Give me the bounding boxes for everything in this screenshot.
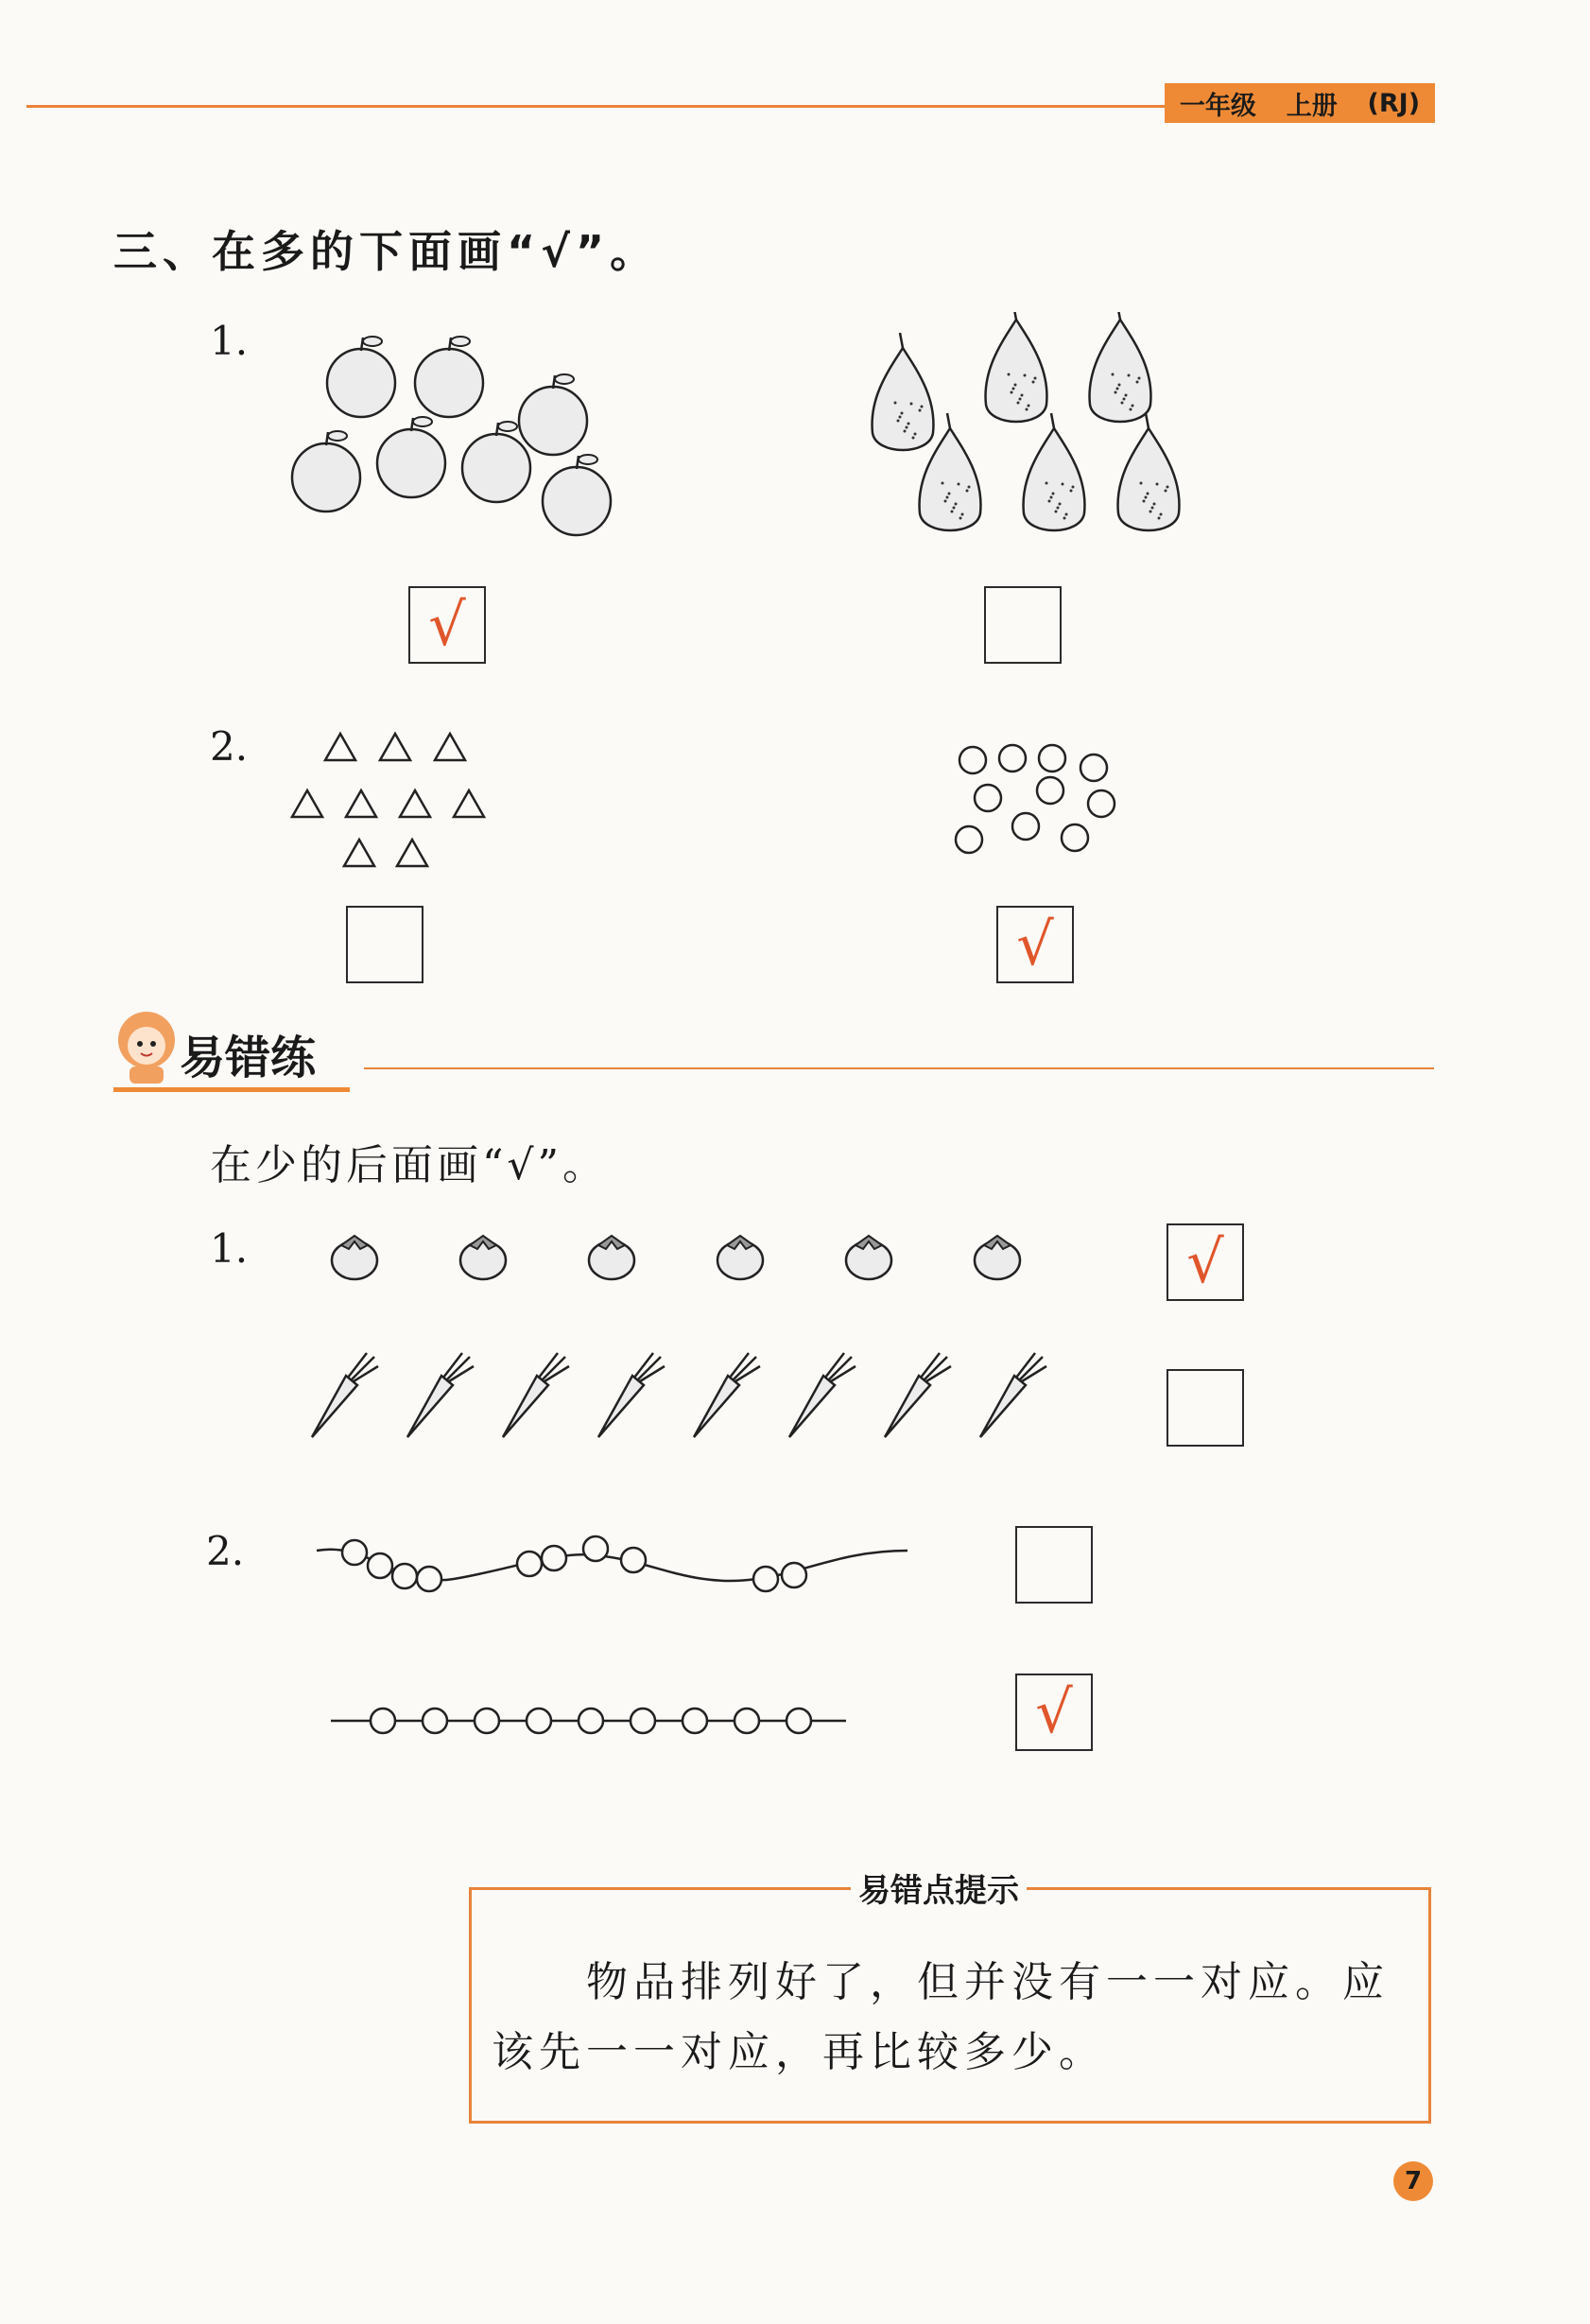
bead [782, 1563, 806, 1587]
bead [371, 1708, 395, 1733]
wavy-beads-string [312, 1522, 917, 1598]
mistake-q1-label: 1. [210, 1225, 249, 1272]
pears-group [860, 312, 1191, 558]
mistake-q2-bottom-box[interactable] [1015, 1674, 1093, 1751]
circle-shape [1080, 754, 1107, 781]
carrot-icon [694, 1353, 760, 1437]
tomatoes-row [321, 1224, 1040, 1291]
triangle-shape [325, 734, 355, 760]
page-number: 7 [1393, 2161, 1433, 2201]
pear-icon [1118, 413, 1180, 530]
section-instruction: 在少的后面画“√”。 [210, 1141, 609, 1189]
triangle-shape [346, 790, 376, 817]
bead [527, 1708, 551, 1733]
bead [475, 1708, 499, 1733]
checkmark-icon: √ [1186, 1227, 1224, 1296]
edition-label: (RJ) [1367, 88, 1421, 118]
triangle-shape [292, 790, 322, 817]
part3-q1-left-box[interactable] [408, 586, 486, 664]
bead [735, 1708, 759, 1733]
pear-icon [1090, 312, 1151, 422]
apple-icon [543, 455, 611, 535]
part3-q1-label: 1. [210, 318, 249, 364]
carrot-icon [980, 1353, 1046, 1437]
straight-beads-string [326, 1697, 855, 1744]
bead [423, 1708, 447, 1733]
triangle-shape [380, 734, 410, 760]
part3-q2-left-box[interactable] [346, 906, 423, 983]
bead [583, 1536, 608, 1561]
apple-icon [462, 422, 530, 502]
apple-icon [292, 431, 360, 512]
apple-icon [377, 417, 445, 497]
mistake-q1-top-box[interactable] [1167, 1223, 1244, 1301]
volume-label: 上册 [1286, 91, 1338, 121]
carrot-icon [598, 1353, 665, 1437]
tip-label: 易错点提示 [851, 1864, 1027, 1911]
tomato-icon [975, 1236, 1020, 1279]
bead [579, 1708, 603, 1733]
section-rule [364, 1067, 1434, 1069]
circle-shape [1088, 790, 1115, 817]
apples-group [274, 336, 633, 553]
circle-shape [975, 785, 1001, 811]
triangle-shape [435, 734, 465, 760]
carrot-icon [503, 1353, 569, 1437]
apple-icon [327, 337, 395, 417]
bead [368, 1553, 392, 1578]
carrot-icon [885, 1353, 951, 1437]
bead [683, 1708, 707, 1733]
pear-icon [873, 333, 934, 450]
checkmark-icon: √ [428, 590, 466, 659]
girl-mascot-icon [109, 1004, 184, 1089]
circle-shape [1062, 824, 1088, 851]
circle-shape [999, 745, 1026, 772]
carrot-icon [312, 1353, 378, 1437]
tomato-icon [717, 1236, 763, 1279]
triangle-shape [400, 790, 430, 817]
tomato-icon [460, 1236, 506, 1279]
triangle-shape [397, 840, 427, 866]
grade-label: 一年级 [1179, 91, 1256, 121]
checkmark-icon: √ [1016, 910, 1054, 979]
carrot-icon [789, 1353, 855, 1437]
pear-icon [986, 312, 1047, 422]
grade-banner [1165, 83, 1435, 123]
bead [417, 1567, 441, 1591]
circles-group [950, 739, 1139, 862]
part3-title: 三、在多的下面画“√”。 [113, 226, 660, 277]
bead [753, 1567, 778, 1591]
checkmark-icon: √ [1035, 1677, 1073, 1746]
part3-q1-right-box[interactable] [984, 586, 1062, 664]
bead [517, 1552, 542, 1576]
bead [392, 1564, 417, 1588]
triangles-group [284, 728, 501, 870]
circle-shape [959, 747, 986, 773]
bead [342, 1540, 367, 1565]
section-heading: 易错练 [180, 1032, 317, 1084]
part3-q2-label: 2. [210, 723, 249, 770]
triangle-shape [454, 790, 484, 817]
circle-shape [956, 826, 982, 853]
bead [786, 1708, 811, 1733]
tomato-icon [332, 1236, 377, 1279]
bead [621, 1548, 646, 1572]
mistake-q2-top-box[interactable] [1015, 1526, 1093, 1604]
circle-shape [1039, 745, 1065, 772]
circle-shape [1012, 813, 1039, 840]
triangle-shape [344, 840, 374, 866]
tip-text: 物品排列好了，但并没有一一对应。应该先一一对应，再比较多少。 [492, 1958, 1390, 2076]
header-rule [26, 105, 1170, 108]
mistake-q2-label: 2. [206, 1528, 245, 1574]
carrots-row [302, 1343, 1068, 1447]
carrot-icon [407, 1353, 474, 1437]
section-underline [113, 1087, 350, 1092]
tomato-icon [589, 1236, 634, 1279]
apple-icon [519, 374, 587, 455]
bead [542, 1546, 566, 1570]
mistake-q1-bottom-box[interactable] [1167, 1369, 1244, 1447]
bead [631, 1708, 655, 1733]
part3-q2-right-box[interactable] [996, 906, 1074, 983]
apple-icon [415, 337, 483, 417]
circle-shape [1037, 777, 1063, 804]
tomato-icon [846, 1236, 891, 1279]
pear-icon [1024, 413, 1085, 530]
